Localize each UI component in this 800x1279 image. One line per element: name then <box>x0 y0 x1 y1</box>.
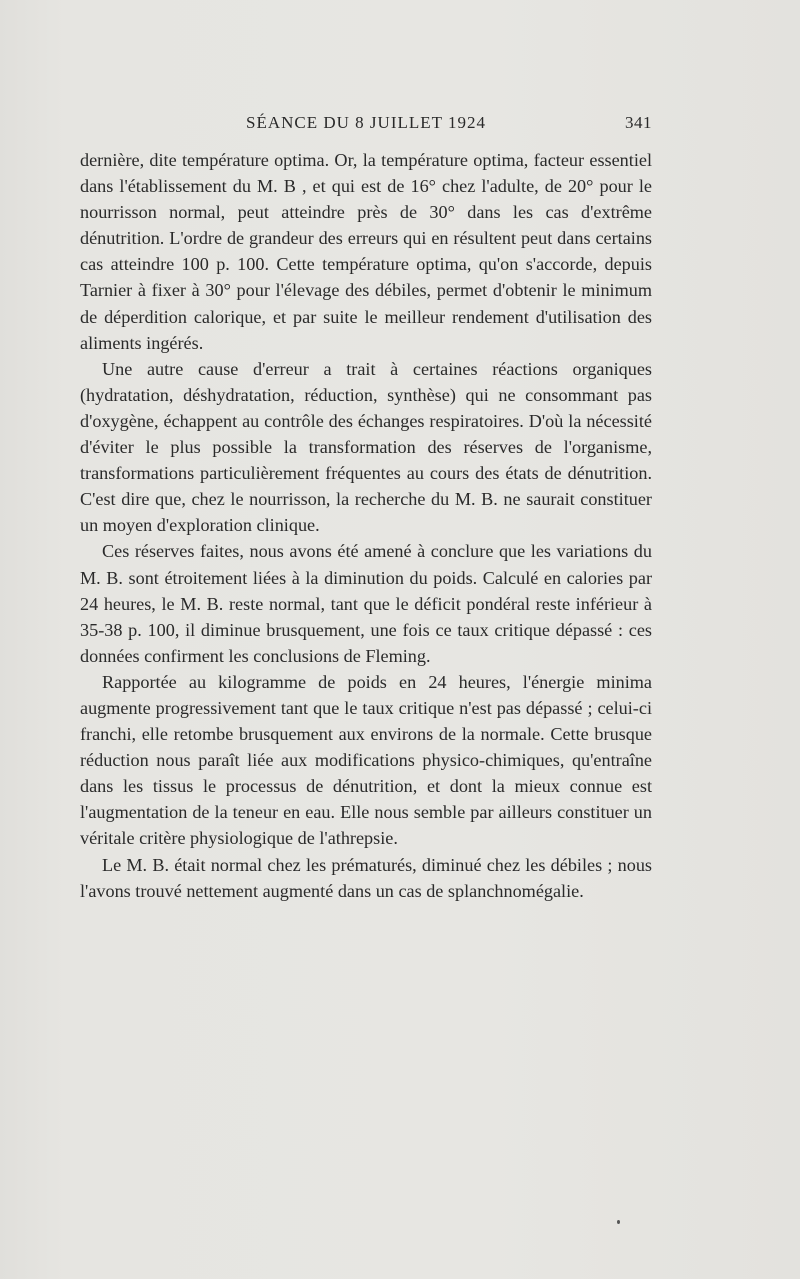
page-number: 341 <box>625 113 652 132</box>
paper-speck <box>617 1220 620 1224</box>
paragraph-5: Le M. B. était normal chez les prématurés, diminué chez les débiles ; nous l'avons trouvé nettement augmenté dans un cas de splanchnomégalie. <box>80 854 652 901</box>
paragraph-2: Une autre cause d'erreur a trait à certaines réactions organiques (hydratation, déshydratation, réduction, synthèse) qui ne consommant pas d'oxygène, échappent au contrôle des échanges respiratoires. D'où la nécessité d'éviter le plus possible la transformation des réserves de l'organisme, transformations particulièrement fréquentes au cours des états de dénutrition. C'est dire que, chez le nourrisson, la recherche du M. B. ne saurait constituer un moyen d'exploration clinique. <box>80 358 652 536</box>
body-text <box>80 147 652 904</box>
paragraph-4: Rapportée au kilogramme de poids en 24 heures, l'énergie minima augmente progressivement tant que le taux critique n'est pas dépassé ; celui-ci franchi, elle retombe brusquement aux environs de la normale. Cette brusque réduction nous paraît liée aux modifications physico-chimiques, qu'entraîne dans les tissus le processus de dénutrition, et dont la mieux connue est l'augmentation de la teneur en eau. Elle nous semble par ailleurs constituer un véritale critère physiologique de l'athrepsie. <box>80 671 652 849</box>
paragraph-1: dernière, dite température optima. Or, la température optima, facteur essentiel dans l'établissement du M. B , et qui est de 16° chez l'adulte, de 20° pour le nourrisson normal, peut atteindre près de 30° dans les cas d'extrême dénutrition. L'ordre de grandeur des erreurs qui en résultent peut dans certains cas atteindre 100 p. 100. Cette température optima, qu'on s'accorde, depuis Tarnier à fixer à 30° pour l'élevage des débiles, permet d'obtenir le minimum de déperdition calorique, et par suite le meilleur rendement d'utilisation des aliments ingérés. <box>80 150 652 353</box>
running-title: SÉANCE DU 8 JUILLET 1924 <box>246 113 486 132</box>
paragraph-3: Ces réserves faites, nous avons été amené à conclure que les variations du M. B. sont étroitement liées à la diminution du poids. Calculé en calories par 24 heures, le M. B. reste normal, tant que le déficit pondéral reste inférieur à 35-38 p. 100, il diminue brusquement, une fois ce taux critique dépassé : ces données confirment les conclusions de Fleming. <box>80 541 652 666</box>
running-head <box>80 113 652 139</box>
